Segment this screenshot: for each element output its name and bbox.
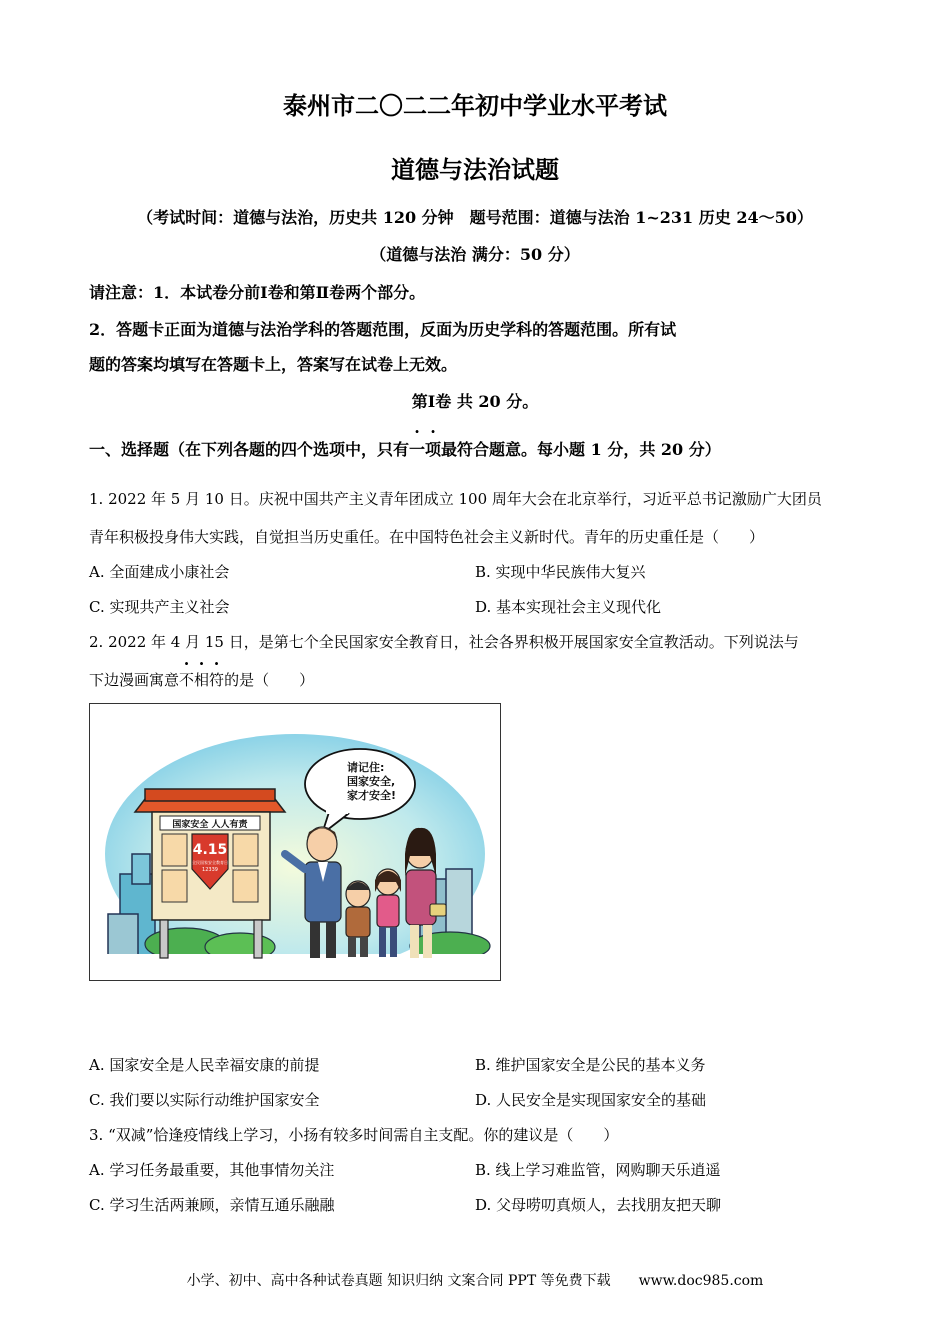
cartoon-illustration (90, 704, 500, 980)
notice-line-3: 题的答案均填写在答题卡上，答案写在试卷上无效。 (89, 355, 458, 374)
notice-line-2: 2．答题卡正面为道德与法治学科的答题范围，反面为历史学科的答题范围。所有试 (89, 320, 677, 339)
exam-time-info: （考试时间：道德与法治，历史共 120 分钟 题号范围：道德与法治 1~231 历史 24～50） (137, 208, 813, 227)
question-2-option-b: B. 维护国家安全是公民的基本义务 (475, 1056, 706, 1074)
question-2-line-2 (89, 669, 314, 690)
cartoon-figure (89, 703, 501, 981)
badge-date: 4.15 (192, 842, 228, 858)
emphasis-char: 相 (194, 671, 210, 689)
emphasis-char: 不 (179, 671, 195, 689)
board-title: 国家安全 人人有责 (172, 820, 248, 830)
question-1-option-b: B. 实现中华民族伟大复兴 (475, 563, 646, 581)
notice-line-1: 请注意：1．本试卷分前Ⅰ卷和第Ⅱ卷两个部分。 (89, 283, 426, 302)
question-1-line-1: 1. 2022 年 5 月 10 日。庆祝中国共产主义青年团成立 100 周年大会在北京举行，习近平总书记激励广大团员 (89, 490, 822, 508)
section-heading-pre: 一、选择题（在下列各题的四个选项中，只有 (89, 440, 410, 459)
question-2-option-a: A. 国家安全是人民幸福安康的前提 (89, 1056, 320, 1074)
speech-line-3: 家才安全! (347, 789, 397, 802)
emphasis-char: 符 (209, 671, 225, 689)
question-3-option-d: D. 父母唠叨真烦人，去找朋友把天聊 (475, 1196, 722, 1214)
section-heading-post: 最符合题意。每小题 1 分，共 20 分） (441, 440, 721, 459)
ground (90, 954, 500, 980)
question-2-option-c: C. 我们要以实际行动维护国家安全 (89, 1091, 320, 1109)
emphasis-char: 项 (425, 440, 442, 459)
score-info: （道德与法治 满分：50 分） (370, 245, 580, 264)
question-1-option-c: C. 实现共产主义社会 (89, 598, 230, 616)
question-3-option-b: B. 线上学习难监管，网购聊天乐逍遥 (475, 1161, 721, 1179)
question-2-option-d: D. 人民安全是实现国家安全的基础 (475, 1091, 707, 1109)
part-one-title: 第Ⅰ卷 共 20 分。 (411, 392, 539, 411)
question-3-option-c: C. 学习生活两兼顾，亲情互通乐融融 (89, 1196, 335, 1214)
exam-subtitle: 道德与法治试题 (391, 155, 559, 184)
question-1-option-a: A. 全面建成小康社会 (89, 563, 230, 581)
question-2-line-2-pre: 下边漫画寓意 (89, 671, 180, 689)
question-1-option-d: D. 基本实现社会主义现代化 (475, 598, 662, 616)
speech-line-1: 请记住: (347, 761, 385, 774)
question-2-line-1: 2. 2022 年 4 月 15 日，是第七个全民国家安全教育日，社会各界积极开展国家安全宣教活动。下列说法与 (89, 633, 799, 651)
exam-title: 泰州市二〇二二年初中学业水平考试 (283, 91, 667, 120)
emphasis-char: 一 (409, 440, 426, 459)
speech-line-2: 国家安全, (347, 775, 396, 788)
question-3-option-a: A. 学习任务最重要，其他事情勿关注 (89, 1161, 335, 1179)
badge-number: 12339 (202, 867, 218, 873)
page-footer: 小学、初中、高中各种试卷真题 知识归纳 文案合同 PPT 等免费下载 www.doc985.com (186, 1273, 764, 1289)
question-2-line-2-post: 的是（ ） (224, 671, 315, 689)
section-one-heading (89, 437, 721, 460)
badge-subtitle: 全民国家安全教育日 (192, 860, 228, 865)
question-3-line-1: 3. “双减”恰逢疫情线上学习，小扬有较多时间需自主支配。你的建议是（ ） (89, 1126, 619, 1144)
question-1-line-2: 青年积极投身伟大实践，自觉担当历史重任。在中国特色社会主义新时代。青年的历史重任是（ ） (89, 528, 765, 546)
